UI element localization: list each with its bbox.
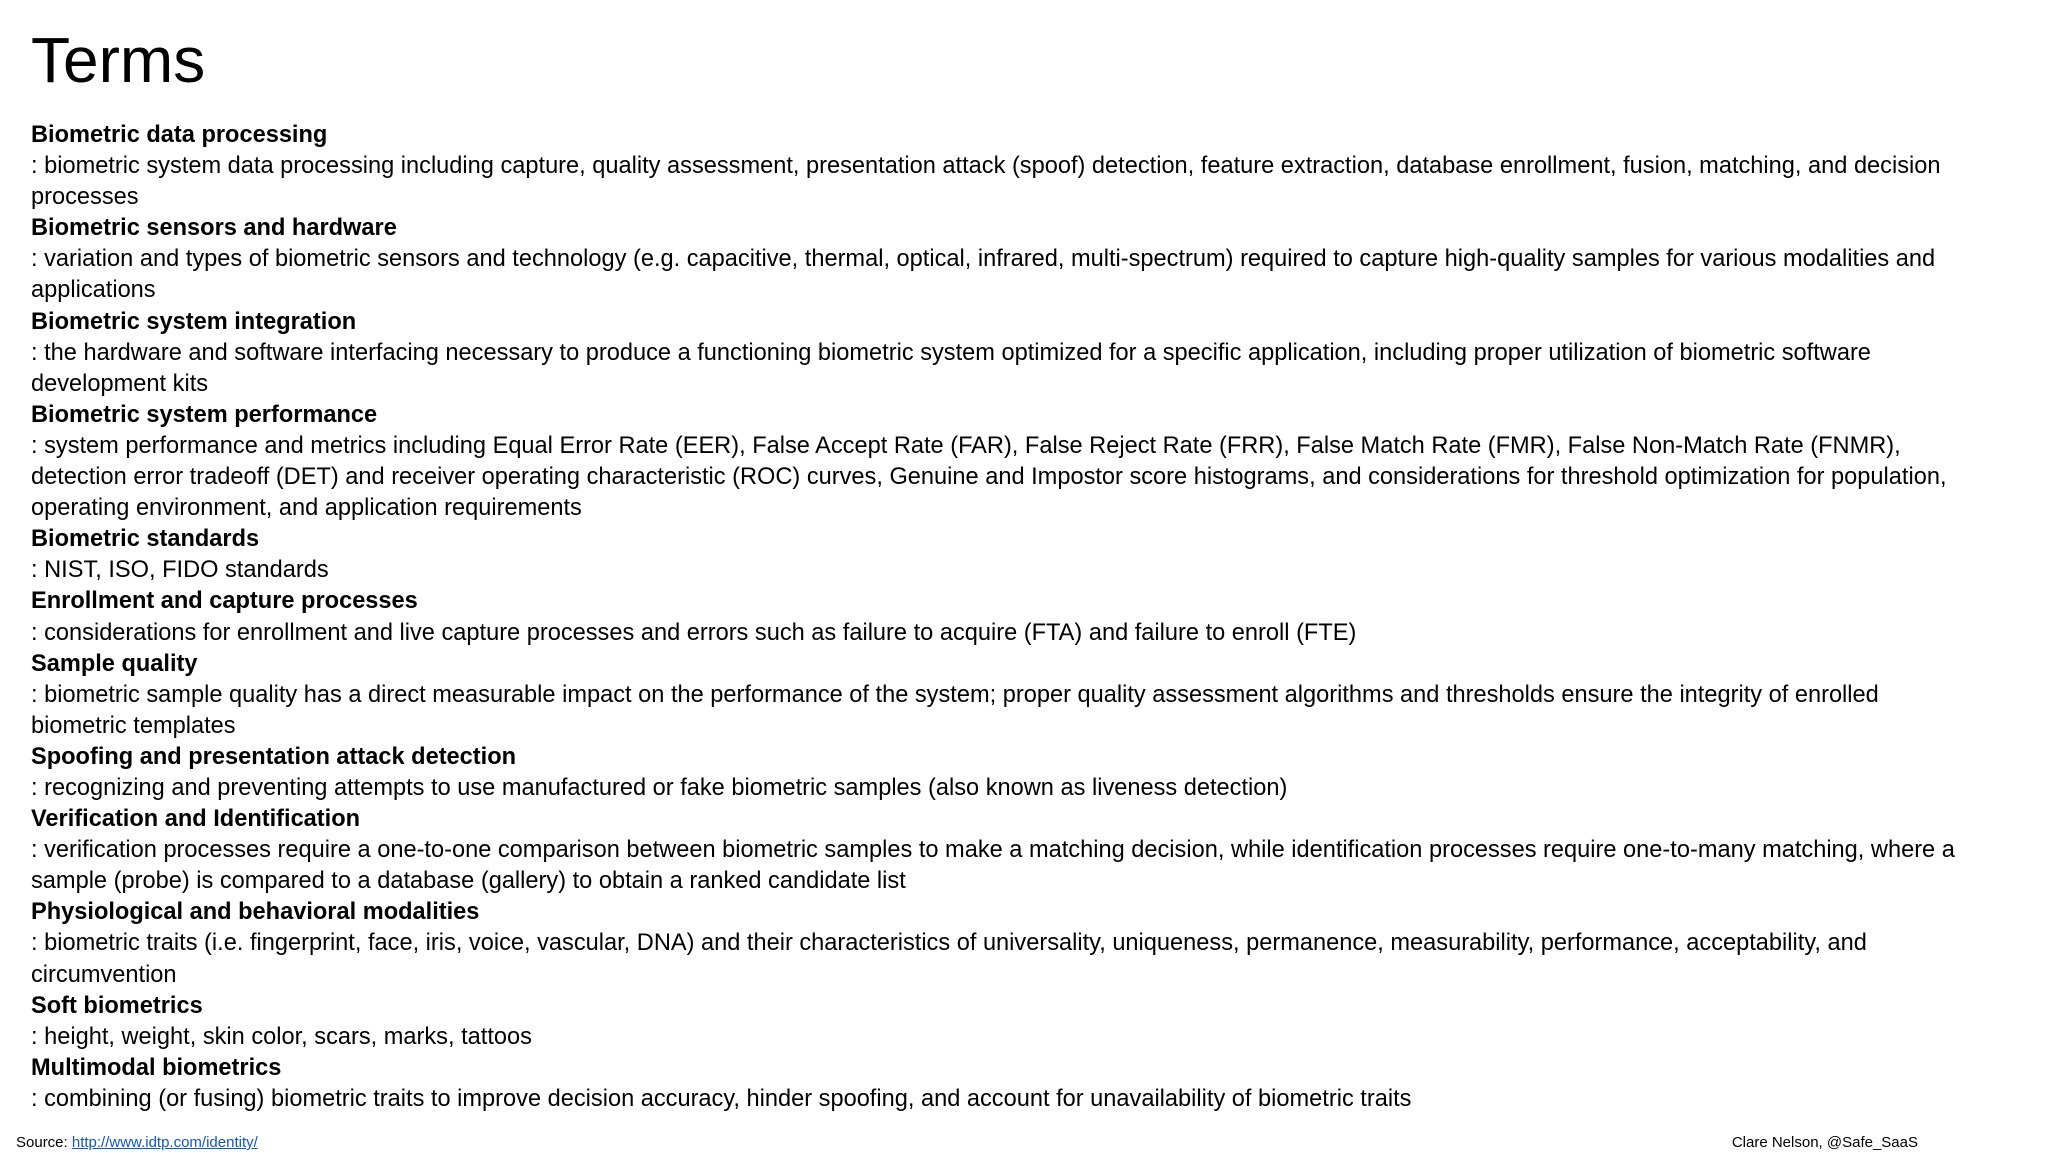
term-item	[31, 991, 1956, 1053]
term-definition: : height, weight, skin color, scars, marks, tattoos	[31, 1023, 532, 1050]
term-item	[31, 897, 1956, 990]
term-item	[31, 400, 1956, 524]
term-name: Biometric system integration	[31, 308, 357, 335]
term-item	[31, 649, 1956, 742]
term-name: Sample quality	[31, 650, 198, 677]
terms-list	[31, 120, 1956, 1115]
term-name: Biometric system performance	[31, 401, 378, 428]
term-item	[31, 742, 1956, 804]
term-definition: : verification processes require a one-to-one comparison between biometric samples to make a matching decision, while identification processes require one-to-many matching, where a sample (probe) is compared to a database (gallery) to obtain a ranked candidate list	[31, 837, 1955, 895]
term-definition: : biometric system data processing including capture, quality assessment, presentation attack (spoof) detection, feature extraction, database enrollment, fusion, matching, and decision processes	[31, 153, 1941, 211]
author-credit: Clare Nelson, @Safe_SaaS	[1731, 1134, 1918, 1151]
term-name: Spoofing and presentation attack detection	[31, 743, 517, 770]
term-name: Soft biometrics	[31, 992, 203, 1019]
term-definition: : system performance and metrics including Equal Error Rate (EER), False Accept Rate (FAR), False Reject Rate (FRR), False Match Rate (FMR), False Non-Match Rate (FNMR), detection error tradeoff (DET) and receiver operating characteristic (ROC) curves, Genuine and Impostor score histograms, and considerations for threshold optimization for population, operating environment, and application requirements	[31, 432, 1947, 522]
term-name: Biometric standards	[31, 526, 260, 553]
source-link[interactable]: http://www.idtp.com/identity/	[71, 1134, 258, 1151]
term-name: Biometric sensors and hardware	[31, 215, 397, 242]
source-label: Source:	[16, 1134, 72, 1151]
term-item	[31, 213, 1956, 306]
source-footer	[16, 1134, 258, 1152]
term-item	[31, 1053, 1956, 1115]
term-item	[31, 586, 1956, 648]
term-definition: : biometric sample quality has a direct measurable impact on the performance of the system; proper quality assessment algorithms and thresholds ensure the integrity of enrolled biometric templates	[31, 681, 1879, 739]
term-definition: : biometric traits (i.e. fingerprint, face, iris, voice, vascular, DNA) and their characteristics of universality, uniqueness, permanence, measurability, performance, acceptability, and circumvention	[31, 930, 1867, 988]
term-name: Verification and Identification	[31, 806, 361, 833]
term-name: Biometric data processing	[31, 122, 328, 148]
term-definition: : considerations for enrollment and live capture processes and errors such as failure to acquire (FTA) and failure to enroll (FTE)	[31, 619, 1357, 646]
term-definition: : NIST, ISO, FIDO standards	[31, 557, 329, 584]
term-name: Enrollment and capture processes	[31, 588, 418, 615]
term-name: Physiological and behavioral modalities	[31, 899, 480, 926]
term-definition: : variation and types of biometric sensors and technology (e.g. capacitive, thermal, optical, infrared, multi-spectrum) required to capture high-quality samples for various modalities and applications	[31, 246, 1936, 304]
slide-title: Terms	[31, 24, 206, 96]
term-definition: : the hardware and software interfacing necessary to produce a functioning biometric system optimized for a specific application, including proper utilization of biometric software development kits	[31, 339, 1871, 397]
term-definition: : recognizing and preventing attempts to use manufactured or fake biometric samples (also known as liveness detection)	[31, 774, 1288, 801]
term-name: Multimodal biometrics	[31, 1054, 282, 1081]
term-item	[31, 307, 1956, 400]
term-item	[31, 804, 1956, 897]
term-definition: : combining (or fusing) biometric traits to improve decision accuracy, hinder spoofing, and account for unavailability of biometric traits	[31, 1085, 1412, 1112]
term-item	[31, 120, 1956, 213]
term-item	[31, 524, 1956, 586]
